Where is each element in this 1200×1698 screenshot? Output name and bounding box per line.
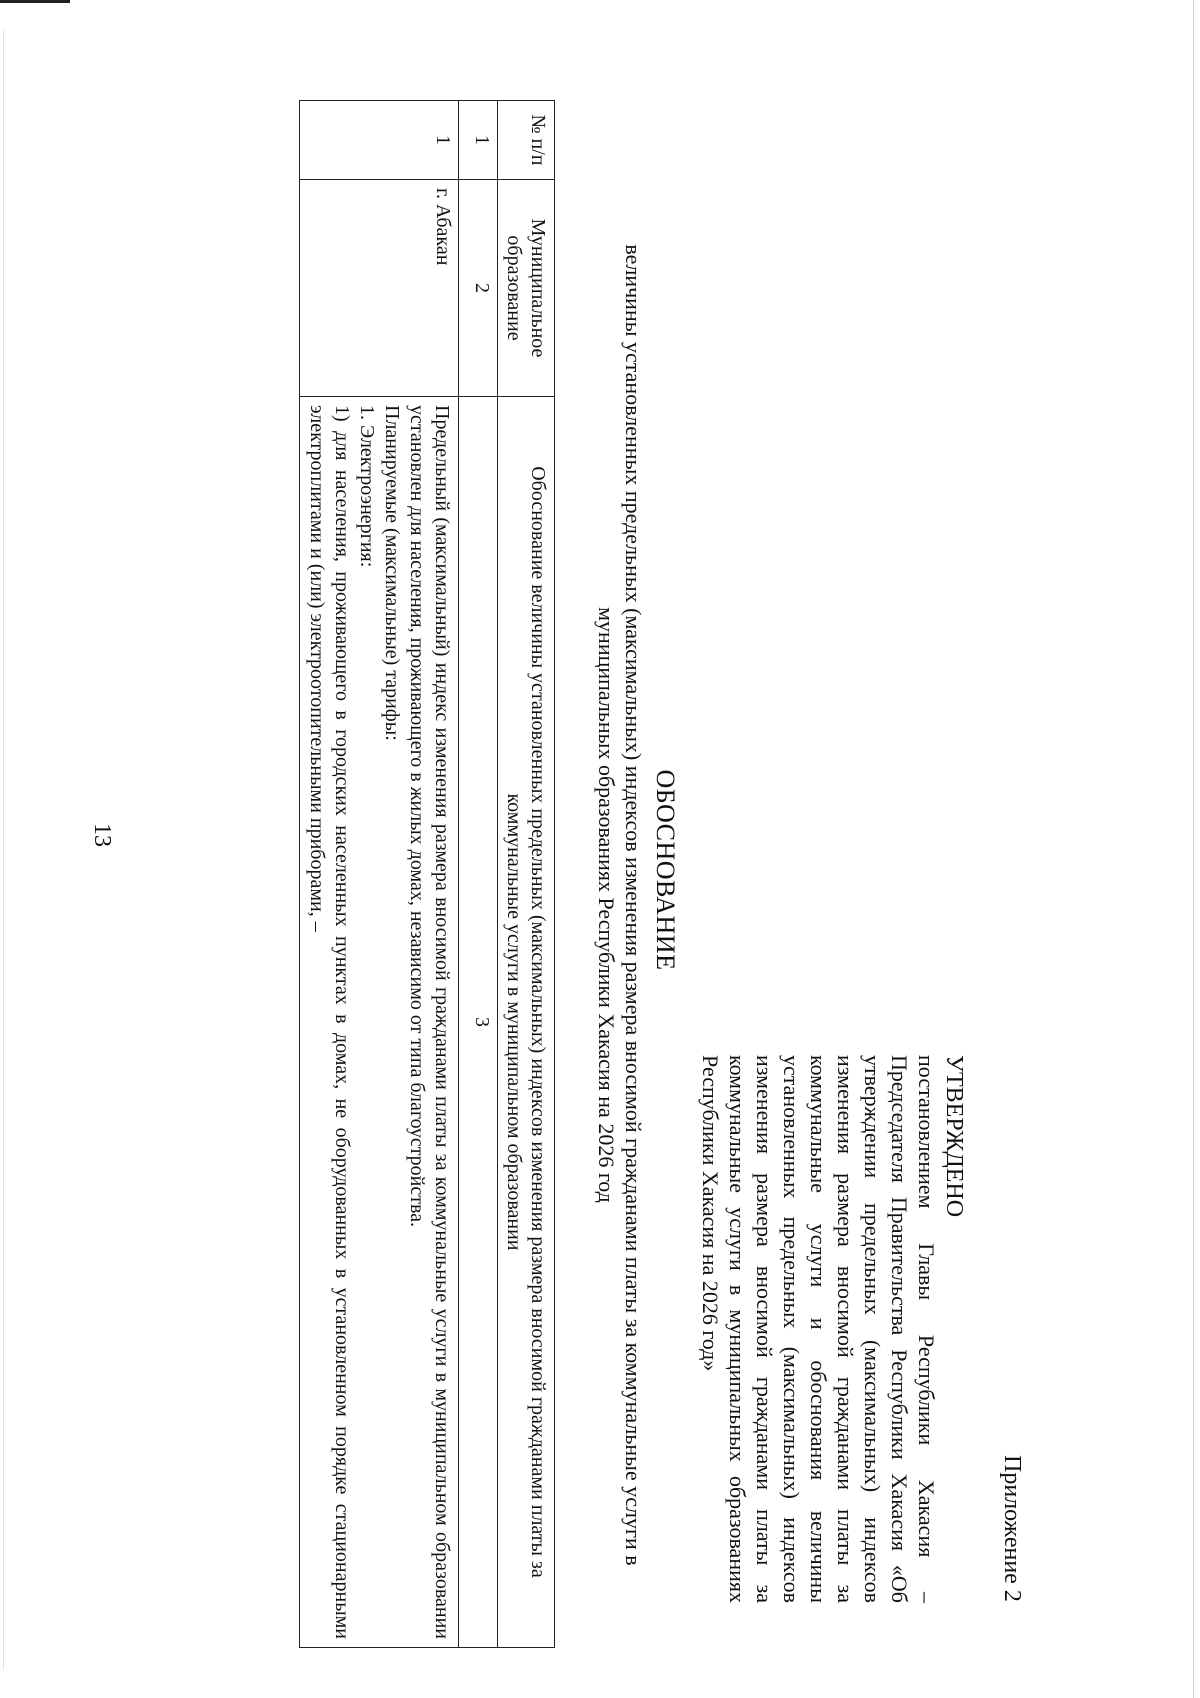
tariffs-heading: Планируемые (максимальные) тарифы: [381,405,403,741]
justification-paragraph: Предельный (максимальный) индекс изменения размера вносимой гражданами платы за коммунальные услуги в муниципальном образовании установлен для населения, проживающего в жилых домах, независимо от типа благоустройства. [406,405,453,1639]
index-cell-2: 2 [459,180,498,397]
header-municipality: Муниципальное образование [498,180,555,397]
header-justification: Обоснование величины установленных предельных (максимальных) индексов изменения размера вносимой гражданами платы за коммунальные услуги в муниципальном образовании [498,397,555,1648]
appendix-label: Приложение 2 [999,1455,1025,1602]
header-num: № п/п [498,101,555,180]
page-number: 13 [89,823,115,847]
table-row [300,101,459,1648]
electricity-item-1: 1) для населения, проживающего в городских населенных пунктах в домах, не оборудованных в установленном порядке стационарными электроплитами и (или) электроотопительными приборами, – [306,405,353,1639]
approved-word: УТВЕРЖДЕНО [941,1055,967,1218]
table-header-row [498,101,555,1648]
row-justification [300,397,459,1648]
row-municipality: г. Абакан [300,180,459,397]
document-title: ОБОСНОВАНИЕ [651,769,680,971]
approval-text: постановлением Главы Республики Хакасия – Председателя Правительства Республики Хакасия «Об утверждении предельных (максимальных) индексов изменения размера вносимой гражданами платы за коммунальные услуги и обоснования величины установленных предельных (максимальных) индексов изменения размера вносимой гражданами платы за коммунальные услуги в муниципальных образованиях Республики Хакасия на 2026 год» [698,1055,939,1603]
index-cell-3: 3 [459,397,498,1648]
index-cell-1: 1 [459,101,498,180]
row-num: 1 [300,101,459,180]
justification-table [299,100,555,1648]
approval-block [697,1055,967,1603]
electricity-heading: 1. Электроэнергия: [356,405,378,568]
table-index-row [459,101,498,1648]
document-subtitle: величины установленных предельных (максимальных) индексов изменения размера вносимой гражданами платы за коммунальные услуги в муниципальных образованиях Республики Хакасия на 2026 год [594,244,646,1566]
